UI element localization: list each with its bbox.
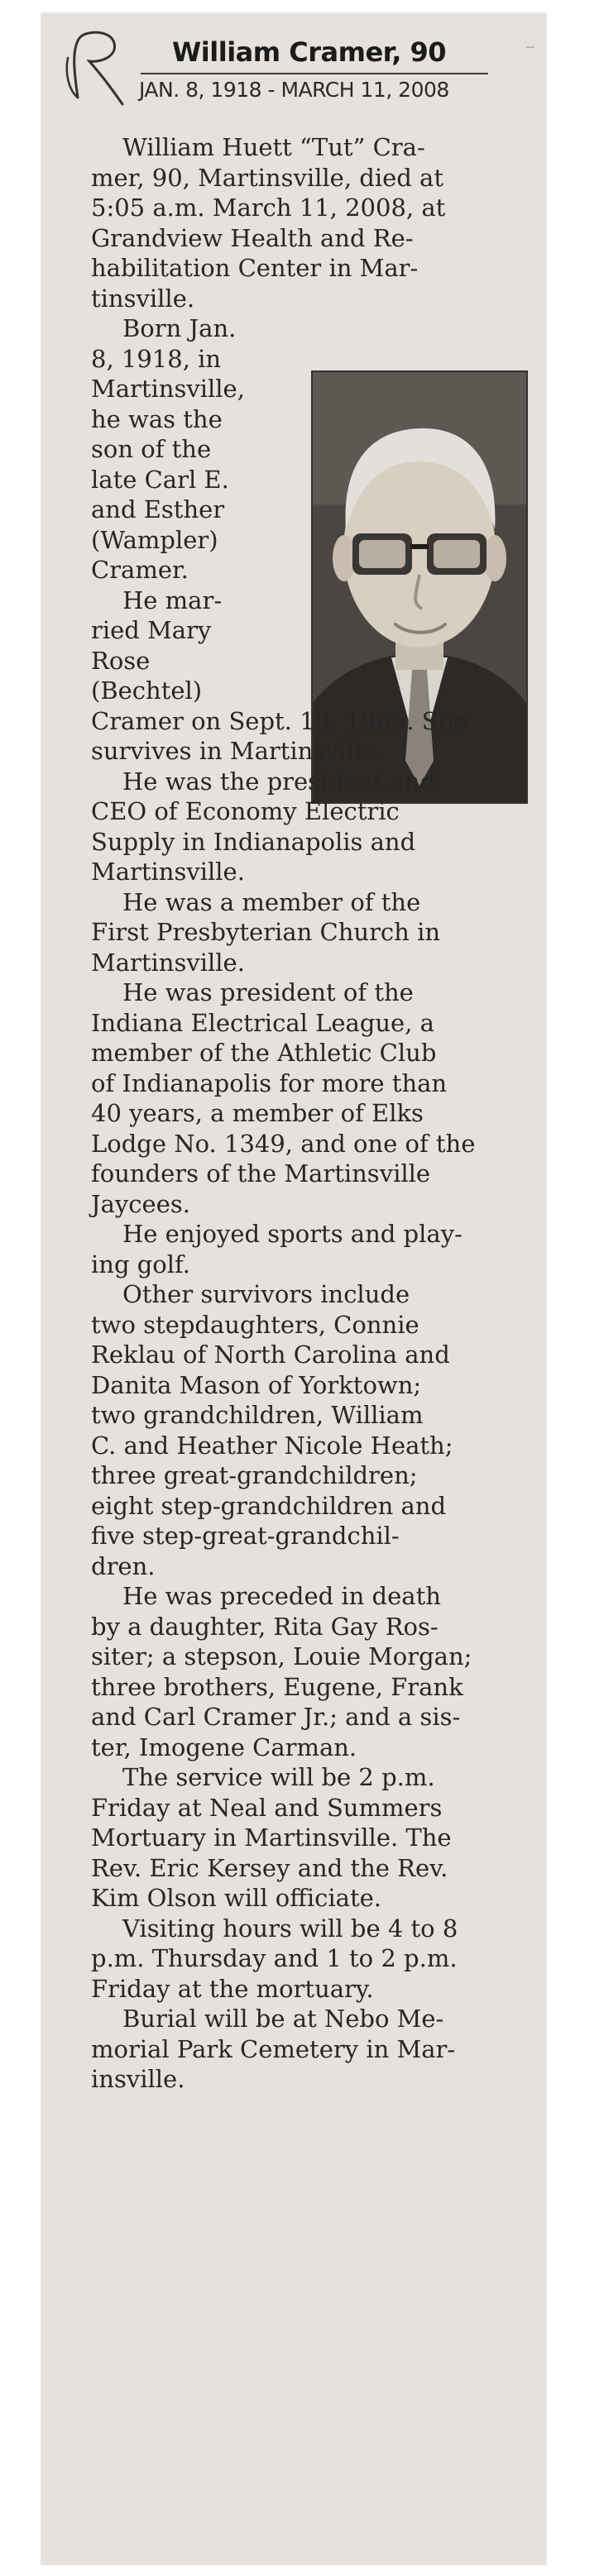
obituary-born xyxy=(91,313,531,706)
text-line: 8, 1918, in xyxy=(91,344,222,373)
text-line: Friday at the mortuary. xyxy=(91,1974,374,2003)
text-line: eight step-grandchildren and xyxy=(91,1491,447,1520)
text-line: late Carl E. xyxy=(91,465,229,494)
text-line: He was preceded in death xyxy=(122,1582,441,1610)
text-line: (Wampler) xyxy=(91,525,218,554)
text-line: Rose xyxy=(91,646,151,675)
text-line: The service will be 2 p.m. xyxy=(122,1763,435,1791)
text-line: Burial will be at Nebo Me- xyxy=(122,2005,444,2033)
text-line: 5:05 a.m. March 11, 2008, at xyxy=(91,194,446,222)
obituary-intro xyxy=(91,132,531,313)
obituary-text xyxy=(91,132,531,2095)
text-line: son of the xyxy=(91,435,212,463)
text-line: ter, Imogene Carman. xyxy=(91,1732,357,1761)
text-line: Martinsville. xyxy=(91,948,245,977)
text-line: Martinsville. xyxy=(91,858,245,886)
text-line: tinsville. xyxy=(91,284,195,313)
text-line: of Indianapolis for more than xyxy=(91,1068,448,1097)
text-line: Danita Mason of Yorktown; xyxy=(91,1370,422,1399)
text-line: Cramer. xyxy=(91,556,189,584)
text-line: Mortuary in Martinsville. The xyxy=(91,1823,452,1852)
text-line: ried Mary xyxy=(91,616,212,644)
text-line: 40 years, a member of Elks xyxy=(91,1099,424,1127)
text-line: Grandview Health and Re- xyxy=(91,223,414,252)
text-line: siter; a stepson, Louie Morgan; xyxy=(91,1642,472,1670)
text-line: C. and Heather Nicole Heath; xyxy=(91,1431,453,1460)
text-line: Jaycees. xyxy=(91,1189,190,1218)
text-line: He enjoyed sports and play- xyxy=(122,1220,463,1248)
text-line: Lodge No. 1349, and one of the xyxy=(91,1129,476,1158)
text-line: He mar- xyxy=(122,585,223,614)
text-line: Rev. Eric Kersey and the Rev. xyxy=(91,1853,448,1882)
text-line: Cramer on Sept. 19, 1965. She xyxy=(91,706,468,735)
text-line: morial Park Cemetery in Mar- xyxy=(91,2034,456,2063)
text-line: ing golf. xyxy=(91,1250,190,1278)
text-line: by a daughter, Rita Gay Ros- xyxy=(91,1612,439,1641)
text-line: William Huett “Tut” Cra- xyxy=(122,133,425,161)
text-line: Supply in Indianapolis and xyxy=(91,827,416,856)
text-line: Visiting hours will be 4 to 8 xyxy=(122,1914,458,1943)
header-rule xyxy=(141,73,488,74)
text-line: He was president of the xyxy=(122,978,414,1006)
text-line: three great-grandchildren; xyxy=(91,1461,418,1489)
text-line: He was the president and xyxy=(122,767,436,796)
text-line: Born Jan. xyxy=(122,314,237,342)
text-line: survives in Martinsville. xyxy=(91,737,384,765)
text-line: two grandchildren, William xyxy=(91,1401,424,1429)
text-line: He was a member of the xyxy=(122,887,421,916)
obituary-body xyxy=(91,706,531,2095)
text-line: Martinsville, xyxy=(91,375,245,403)
text-line: First Presbyterian Church in xyxy=(91,918,441,946)
text-line: and Esther xyxy=(91,495,225,523)
text-line: member of the Athletic Club xyxy=(91,1039,437,1067)
text-line: mer, 90, Martinsville, died at xyxy=(91,163,443,192)
r-monogram-icon xyxy=(53,25,127,108)
text-line: three brothers, Eugene, Frank xyxy=(91,1672,463,1701)
text-line: Indiana Electrical League, a xyxy=(91,1008,434,1037)
text-line: habilitation Center in Mar- xyxy=(91,254,419,282)
text-line: dren. xyxy=(91,1551,156,1580)
text-line: five step-great-grandchil- xyxy=(91,1522,400,1550)
text-line: Reklau of North Carolina and xyxy=(91,1341,450,1369)
text-line: Friday at Neal and Summers xyxy=(91,1793,443,1822)
text-line: two stepdaughters, Connie xyxy=(91,1310,419,1339)
text-line: (Bechtel) xyxy=(91,676,203,705)
paper-speck xyxy=(526,46,534,48)
deceased-name: William Cramer, 90 xyxy=(172,36,447,68)
text-line: p.m. Thursday and 1 to 2 p.m. xyxy=(91,1944,458,1972)
text-line: insville. xyxy=(91,2065,185,2093)
text-line: he was the xyxy=(91,404,223,433)
text-line: and Carl Cramer Jr.; and a sis- xyxy=(91,1703,461,1731)
text-line: Other survivors include xyxy=(122,1280,410,1308)
text-line: founders of the Martinsville xyxy=(91,1159,431,1188)
text-line: CEO of Economy Electric xyxy=(91,797,400,825)
life-dates: JAN. 8, 1918 - MARCH 11, 2008 xyxy=(139,78,449,102)
text-line: Kim Olson will officiate. xyxy=(91,1884,381,1912)
